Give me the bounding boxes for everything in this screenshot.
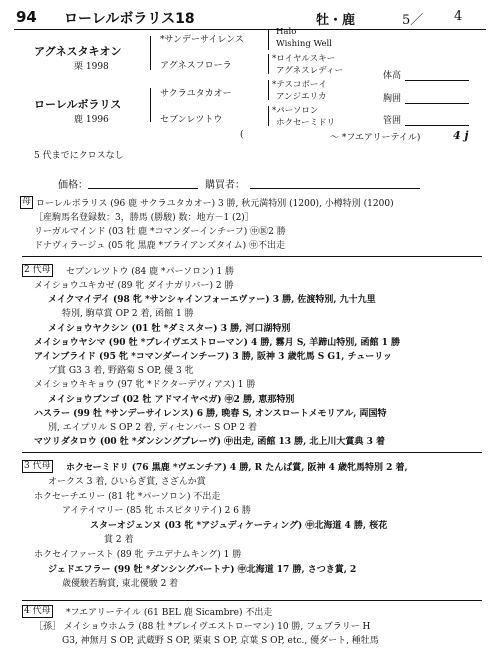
fourth-dam-tag: 4 代母 (24, 606, 51, 616)
dam-foal: リーガルマインド (03 牡 鹿 *コマンダーインチーフ) ㊥㊩2 勝 (34, 227, 286, 237)
second-dam-descendant: メイショウキキョウ (97 牝 *ドクターデヴィアス) 1 勝 (34, 380, 256, 391)
horse-name: ローレルボラリス18 (64, 11, 195, 27)
girth-field[interactable] (405, 103, 469, 104)
ss-sire: Halo (276, 27, 297, 37)
second-dam-descendant: メイショウヤクシン (01 牡 *ダミスター) 3 勝, 河口湖特別 (48, 323, 291, 334)
family-number: 4 j (453, 129, 469, 142)
sire-detail: 栗 1998 (74, 62, 109, 72)
second-dam-descendant: メイショウブンゴ (02 牡 アドマイヤベガ) ㊥2 勝, 恵那特別 (48, 394, 295, 405)
fourth-dam-descendant: G3, 神無月 S OP, 武蔵野 S OP, 栗東 S OP, 京葉 S OP, etc., 優ダート, 種牡馬 (62, 636, 379, 646)
fourth-dam-header: *フエアリーテイル (61 BEL 鹿 Sicambre) 不出走 (66, 608, 273, 618)
buyer-field[interactable] (250, 188, 420, 189)
second-dam-descendant: メイクマイデイ (98 牝 *サンシャインフォーエヴァー) 3 勝, 佐渡特別, 九十九里 (48, 295, 376, 306)
third-dam-descendant: アイテイマリー (85 牝 ホスピタリテイ) 2 6 勝 (62, 506, 251, 517)
second-dam-descendant: アインブライド (95 牝 *コマンダーインチーフ) 3 勝, 阪神 3 歳牝馬 S G1, チューリッ (34, 352, 392, 362)
pedigree-bracket-3 (268, 30, 269, 50)
buyer-label: 購買者： (205, 180, 245, 191)
second-dam-descendant: メイショウヤシマ (90 牡 *ブレイヴエストローマン) 4 勝, 霧月 S, 羊蹄山特別, 函館 1 勝 (34, 337, 401, 348)
sire-name: アグネスタキオン (34, 45, 122, 58)
pedigree-bracket-1 (150, 36, 151, 70)
second-dam-descendant: 別, エイプリル S OP 2 着, ディセンバー S OP 2 着 (48, 423, 258, 433)
fourth-dam-descendant: ［孫］ メイショウホムラ (88 牡 *ブレイヴエストローマン) 10 勝, フェブラリー H (34, 622, 371, 632)
dd-sire: *パーソロン (272, 106, 319, 116)
ds-sire: *テスコボーイ (272, 80, 327, 90)
third-dam-descendant: スターオジェンヌ (03 牝 *アジュディケーティング) ㊥北海道 4 勝, 桜花 (90, 520, 388, 531)
section-rule-3 (22, 600, 482, 601)
girth-label: 胸囲 (383, 94, 402, 104)
price-field[interactable] (88, 188, 198, 189)
pedigree-bracket-2 (150, 88, 151, 122)
dam-detail: 鹿 1996 (74, 115, 109, 125)
cannon-label: 管囲 (383, 116, 402, 126)
section-rule-2 (22, 452, 482, 453)
dam-foal: ドナヴィラージュ (05 牝 黒鹿 *ブライアンズタイム) ㊥不出走 (34, 241, 286, 251)
second-dam-descendant: マツリダタロウ (00 牡 *ダンシングブレーヴ) ㊥出走, 函館 13 勝, 北上川大賞典 3 着 (34, 437, 385, 448)
third-dam-descendant: 賞 2 着 (104, 535, 134, 546)
pedigree-bracket-5 (268, 80, 269, 100)
dam-registration: ［産駒馬名登録数：3，勝馬 (勝駿) 数：地方－1 (2)］ (34, 213, 254, 223)
second-dam-header: セブンレツトウ (84 鹿 *パーソロン) 1 勝 (66, 267, 235, 277)
dam-name: ローレルボラリス (34, 98, 122, 111)
second-dam-descendant: メイショウユキカゼ (89 牝 ダイナガリバー) 2 勝 (34, 281, 234, 291)
second-dam-tag: 2 代母 (24, 265, 51, 275)
dam-tag: 母 (22, 197, 32, 207)
third-dam-header: ホクセーミドリ (76 黒鹿 *ヴエンチア) 4 勝, R たんぱ賞, 阪神 4 歳牝馬特別 2 着, (66, 463, 408, 473)
third-dam-descendant: オークス 3 着, ひいらぎ賞, さざんか賞 (48, 477, 206, 487)
second-dam-descendant: ハスラー (99 牡 *サンデーサイレンス) 6 勝, 晩春 S, オンスロートメモリアル, 両国特 (34, 408, 387, 419)
inbreeding-note: 5 代までにクロスなし (34, 151, 124, 161)
height-field[interactable] (405, 80, 469, 81)
ss-dam: Wishing Well (276, 39, 332, 49)
pedigree-bracket-6 (268, 106, 269, 126)
dam-record: ローレルボラリス (96 鹿 サクラユタカオー) 3 勝, 秋元満特別 (1200), 小樽特別 (1200) (36, 199, 394, 209)
header-rule (14, 29, 486, 30)
section-rule-1 (22, 256, 482, 257)
sire-sire: *サンデーサイレンス (160, 35, 244, 45)
dam-dam: セブンレツトウ (160, 115, 223, 125)
third-dam-descendant: ホクセイファースト (89 牝 テユデナムキング) 1 勝 (34, 550, 242, 560)
sire-dam: アグネスフローラ (160, 61, 232, 71)
sd-sire: *ロイヤルスキー (272, 54, 336, 64)
cannon-field[interactable] (405, 125, 469, 126)
third-dam-descendant: 歳優駿若駒賞, 東北優駿 2 着 (62, 579, 179, 590)
dam-sire: サクラユタカオー (160, 89, 232, 99)
birth-day: 4 (454, 9, 463, 24)
second-dam-descendant: プ賞 G3 3 着, 野路菊 S OP, 優 3 牝 (48, 366, 194, 377)
price-label: 価格： (58, 180, 88, 191)
height-label: 体高 (383, 71, 402, 81)
third-dam-tag: 3 代母 (24, 461, 51, 471)
family-open: ( (240, 130, 244, 140)
sex-coat: 牡・鹿 (316, 13, 356, 28)
third-dam-descendant: ジェドエフラー (99 牡 *ダンシングパートナ) ㊥北海道 17 勝, さつき賞, 2 (48, 564, 357, 575)
dd-dam: ホクセーミドリ (276, 118, 336, 128)
birth-month: 5／ (402, 13, 424, 28)
lot-number: 94 (16, 8, 37, 26)
family-line: ～ *フエアリーテイル) (330, 133, 421, 143)
sd-dam: アグネスレディー (276, 66, 343, 76)
ds-dam: アンジエリカ (276, 92, 327, 102)
second-dam-descendant: 特別, 駒草賞 OP 2 着, 函館 1 勝 (62, 309, 194, 320)
third-dam-descendant: ホクセーチエリー (81 牝 *パーソロン) 不出走 (34, 491, 221, 502)
pedigree-bracket-4 (268, 54, 269, 74)
